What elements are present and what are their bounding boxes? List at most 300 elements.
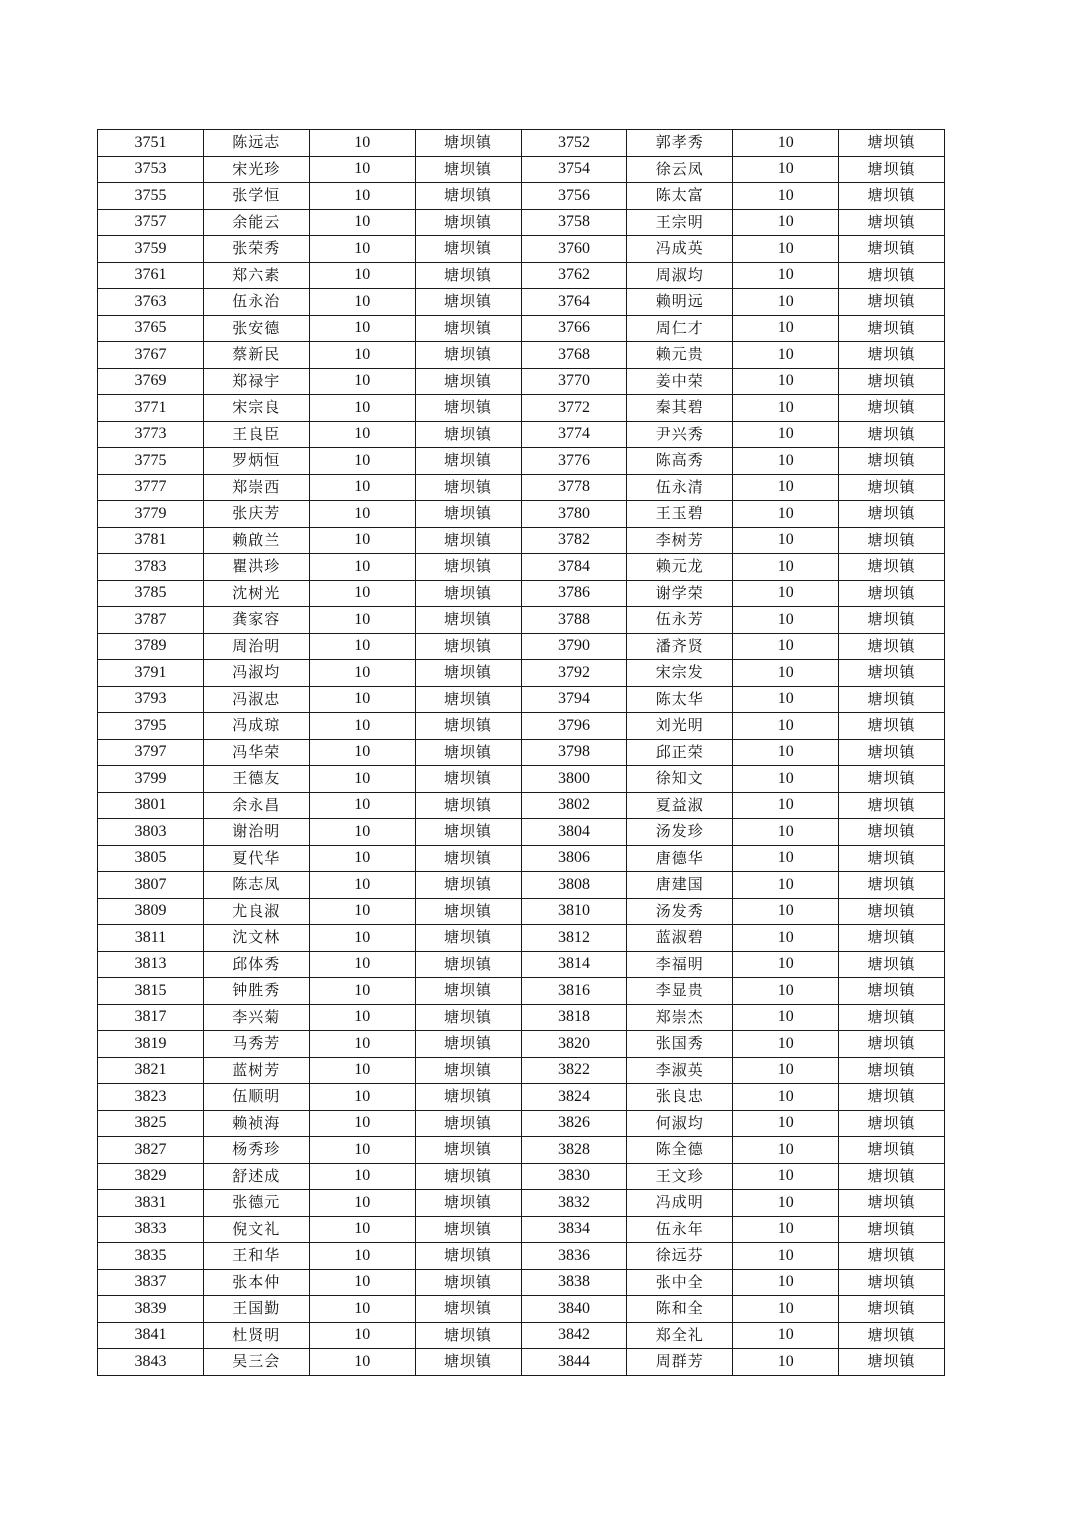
amount-cell: 10 (309, 1349, 415, 1376)
town-cell: 塘坝镇 (839, 1190, 945, 1217)
serial-no-cell: 3812 (521, 925, 627, 952)
name-cell: 郑崇西 (203, 474, 309, 501)
town-cell: 塘坝镇 (415, 130, 521, 157)
table-row (98, 1031, 945, 1058)
town-cell: 塘坝镇 (839, 1163, 945, 1190)
serial-no-cell: 3782 (521, 527, 627, 554)
town-cell: 塘坝镇 (839, 607, 945, 634)
name-cell: 宋宗良 (203, 395, 309, 422)
name-cell: 王宗明 (627, 209, 733, 236)
town-cell: 塘坝镇 (839, 262, 945, 289)
town-cell: 塘坝镇 (839, 1296, 945, 1323)
name-cell: 周群芳 (627, 1349, 733, 1376)
name-cell: 宋光珍 (203, 156, 309, 183)
name-cell: 王良臣 (203, 421, 309, 448)
town-cell: 塘坝镇 (839, 289, 945, 316)
serial-no-cell: 3835 (98, 1243, 204, 1270)
serial-no-cell: 3830 (521, 1163, 627, 1190)
town-cell: 塘坝镇 (415, 1004, 521, 1031)
amount-cell: 10 (733, 607, 839, 634)
table-row (98, 607, 945, 634)
town-cell: 塘坝镇 (415, 236, 521, 263)
table-row (98, 1137, 945, 1164)
name-cell: 张庆芳 (203, 501, 309, 528)
amount-cell: 10 (733, 395, 839, 422)
town-cell: 塘坝镇 (839, 1243, 945, 1270)
serial-no-cell: 3817 (98, 1004, 204, 1031)
table-row (98, 421, 945, 448)
amount-cell: 10 (309, 501, 415, 528)
name-cell: 郑六素 (203, 262, 309, 289)
town-cell: 塘坝镇 (415, 1243, 521, 1270)
serial-no-cell: 3767 (98, 342, 204, 369)
name-cell: 潘齐贤 (627, 633, 733, 660)
amount-cell: 10 (733, 819, 839, 846)
amount-cell: 10 (309, 739, 415, 766)
serial-no-cell: 3762 (521, 262, 627, 289)
town-cell: 塘坝镇 (839, 792, 945, 819)
amount-cell: 10 (733, 1216, 839, 1243)
amount-cell: 10 (309, 368, 415, 395)
name-cell: 谢学荣 (627, 580, 733, 607)
serial-no-cell: 3756 (521, 183, 627, 210)
town-cell: 塘坝镇 (415, 766, 521, 793)
serial-no-cell: 3799 (98, 766, 204, 793)
table-row (98, 819, 945, 846)
town-cell: 塘坝镇 (415, 1269, 521, 1296)
name-cell: 唐建国 (627, 872, 733, 899)
serial-no-cell: 3815 (98, 978, 204, 1005)
serial-no-cell: 3813 (98, 951, 204, 978)
town-cell: 塘坝镇 (415, 1057, 521, 1084)
serial-no-cell: 3837 (98, 1269, 204, 1296)
serial-no-cell: 3826 (521, 1110, 627, 1137)
serial-no-cell: 3797 (98, 739, 204, 766)
table-row (98, 236, 945, 263)
amount-cell: 10 (733, 1322, 839, 1349)
serial-no-cell: 3819 (98, 1031, 204, 1058)
town-cell: 塘坝镇 (415, 183, 521, 210)
name-cell: 李福明 (627, 951, 733, 978)
amount-cell: 10 (309, 554, 415, 581)
name-cell: 吴三会 (203, 1349, 309, 1376)
town-cell: 塘坝镇 (415, 1296, 521, 1323)
town-cell: 塘坝镇 (839, 209, 945, 236)
name-cell: 张德元 (203, 1190, 309, 1217)
serial-no-cell: 3836 (521, 1243, 627, 1270)
table-row (98, 580, 945, 607)
amount-cell: 10 (733, 872, 839, 899)
town-cell: 塘坝镇 (415, 660, 521, 687)
serial-no-cell: 3761 (98, 262, 204, 289)
serial-no-cell: 3824 (521, 1084, 627, 1111)
amount-cell: 10 (733, 686, 839, 713)
name-cell: 邱体秀 (203, 951, 309, 978)
town-cell: 塘坝镇 (839, 739, 945, 766)
amount-cell: 10 (733, 580, 839, 607)
town-cell: 塘坝镇 (415, 898, 521, 925)
name-cell: 周仁才 (627, 315, 733, 342)
serial-no-cell: 3829 (98, 1163, 204, 1190)
serial-no-cell: 3828 (521, 1137, 627, 1164)
amount-cell: 10 (733, 1243, 839, 1270)
town-cell: 塘坝镇 (415, 686, 521, 713)
town-cell: 塘坝镇 (839, 951, 945, 978)
name-cell: 王德友 (203, 766, 309, 793)
town-cell: 塘坝镇 (839, 1110, 945, 1137)
serial-no-cell: 3814 (521, 951, 627, 978)
amount-cell: 10 (733, 713, 839, 740)
serial-no-cell: 3769 (98, 368, 204, 395)
town-cell: 塘坝镇 (839, 1084, 945, 1111)
serial-no-cell: 3810 (521, 898, 627, 925)
town-cell: 塘坝镇 (839, 395, 945, 422)
name-cell: 赖元龙 (627, 554, 733, 581)
amount-cell: 10 (309, 130, 415, 157)
serial-no-cell: 3833 (98, 1216, 204, 1243)
town-cell: 塘坝镇 (415, 368, 521, 395)
amount-cell: 10 (733, 1163, 839, 1190)
name-cell: 冯成英 (627, 236, 733, 263)
town-cell: 塘坝镇 (415, 1084, 521, 1111)
table-row (98, 951, 945, 978)
serial-no-cell: 3796 (521, 713, 627, 740)
serial-no-cell: 3844 (521, 1349, 627, 1376)
amount-cell: 10 (733, 1269, 839, 1296)
serial-no-cell: 3787 (98, 607, 204, 634)
town-cell: 塘坝镇 (839, 686, 945, 713)
table-row (98, 183, 945, 210)
serial-no-cell: 3801 (98, 792, 204, 819)
table-row (98, 713, 945, 740)
table-row (98, 1322, 945, 1349)
amount-cell: 10 (733, 448, 839, 475)
name-cell: 陈高秀 (627, 448, 733, 475)
table-row (98, 1269, 945, 1296)
table-row (98, 368, 945, 395)
table-row (98, 156, 945, 183)
serial-no-cell: 3802 (521, 792, 627, 819)
serial-no-cell: 3770 (521, 368, 627, 395)
name-cell: 钟胜秀 (203, 978, 309, 1005)
serial-no-cell: 3777 (98, 474, 204, 501)
town-cell: 塘坝镇 (415, 448, 521, 475)
town-cell: 塘坝镇 (415, 1216, 521, 1243)
serial-no-cell: 3760 (521, 236, 627, 263)
town-cell: 塘坝镇 (415, 1110, 521, 1137)
name-cell: 周治明 (203, 633, 309, 660)
amount-cell: 10 (733, 209, 839, 236)
roster-body (98, 130, 945, 1376)
town-cell: 塘坝镇 (839, 1057, 945, 1084)
serial-no-cell: 3800 (521, 766, 627, 793)
name-cell: 冯淑均 (203, 660, 309, 687)
amount-cell: 10 (309, 1322, 415, 1349)
amount-cell: 10 (309, 898, 415, 925)
town-cell: 塘坝镇 (839, 554, 945, 581)
name-cell: 冯成明 (627, 1190, 733, 1217)
table-row (98, 448, 945, 475)
town-cell: 塘坝镇 (415, 315, 521, 342)
serial-no-cell: 3795 (98, 713, 204, 740)
amount-cell: 10 (309, 819, 415, 846)
amount-cell: 10 (733, 1057, 839, 1084)
amount-cell: 10 (733, 368, 839, 395)
name-cell: 冯华荣 (203, 739, 309, 766)
table-row (98, 1004, 945, 1031)
serial-no-cell: 3772 (521, 395, 627, 422)
amount-cell: 10 (309, 448, 415, 475)
serial-no-cell: 3776 (521, 448, 627, 475)
name-cell: 汤发珍 (627, 819, 733, 846)
town-cell: 塘坝镇 (415, 978, 521, 1005)
table-row (98, 289, 945, 316)
name-cell: 谢治明 (203, 819, 309, 846)
town-cell: 塘坝镇 (415, 819, 521, 846)
amount-cell: 10 (309, 1296, 415, 1323)
amount-cell: 10 (309, 766, 415, 793)
name-cell: 赖啟兰 (203, 527, 309, 554)
table-row (98, 978, 945, 1005)
town-cell: 塘坝镇 (839, 713, 945, 740)
name-cell: 张学恒 (203, 183, 309, 210)
table-row (98, 660, 945, 687)
name-cell: 赖明远 (627, 289, 733, 316)
town-cell: 塘坝镇 (415, 501, 521, 528)
serial-no-cell: 3792 (521, 660, 627, 687)
town-cell: 塘坝镇 (839, 1031, 945, 1058)
name-cell: 罗炳恒 (203, 448, 309, 475)
name-cell: 王文珍 (627, 1163, 733, 1190)
name-cell: 张荣秀 (203, 236, 309, 263)
serial-no-cell: 3820 (521, 1031, 627, 1058)
serial-no-cell: 3790 (521, 633, 627, 660)
serial-no-cell: 3764 (521, 289, 627, 316)
serial-no-cell: 3834 (521, 1216, 627, 1243)
serial-no-cell: 3818 (521, 1004, 627, 1031)
amount-cell: 10 (733, 1004, 839, 1031)
town-cell: 塘坝镇 (839, 925, 945, 952)
town-cell: 塘坝镇 (839, 1216, 945, 1243)
serial-no-cell: 3752 (521, 130, 627, 157)
town-cell: 塘坝镇 (415, 633, 521, 660)
serial-no-cell: 3789 (98, 633, 204, 660)
name-cell: 王玉碧 (627, 501, 733, 528)
amount-cell: 10 (733, 1137, 839, 1164)
town-cell: 塘坝镇 (839, 315, 945, 342)
town-cell: 塘坝镇 (839, 978, 945, 1005)
town-cell: 塘坝镇 (415, 1137, 521, 1164)
name-cell: 龚家容 (203, 607, 309, 634)
amount-cell: 10 (733, 1110, 839, 1137)
table-row (98, 474, 945, 501)
table-row (98, 845, 945, 872)
amount-cell: 10 (733, 262, 839, 289)
town-cell: 塘坝镇 (839, 342, 945, 369)
name-cell: 杨秀珍 (203, 1137, 309, 1164)
table-row (98, 633, 945, 660)
name-cell: 伍永芳 (627, 607, 733, 634)
amount-cell: 10 (309, 925, 415, 952)
serial-no-cell: 3822 (521, 1057, 627, 1084)
amount-cell: 10 (733, 766, 839, 793)
amount-cell: 10 (309, 633, 415, 660)
amount-cell: 10 (309, 289, 415, 316)
town-cell: 塘坝镇 (839, 633, 945, 660)
name-cell: 陈和全 (627, 1296, 733, 1323)
name-cell: 周淑均 (627, 262, 733, 289)
serial-no-cell: 3832 (521, 1190, 627, 1217)
town-cell: 塘坝镇 (415, 527, 521, 554)
serial-no-cell: 3838 (521, 1269, 627, 1296)
table-row (98, 262, 945, 289)
amount-cell: 10 (309, 1110, 415, 1137)
serial-no-cell: 3842 (521, 1322, 627, 1349)
table-row (98, 315, 945, 342)
serial-no-cell: 3751 (98, 130, 204, 157)
name-cell: 王国勤 (203, 1296, 309, 1323)
amount-cell: 10 (733, 527, 839, 554)
town-cell: 塘坝镇 (839, 660, 945, 687)
table-row (98, 1163, 945, 1190)
town-cell: 塘坝镇 (415, 713, 521, 740)
town-cell: 塘坝镇 (415, 1031, 521, 1058)
town-cell: 塘坝镇 (839, 845, 945, 872)
serial-no-cell: 3809 (98, 898, 204, 925)
table-row (98, 1084, 945, 1111)
name-cell: 蓝淑碧 (627, 925, 733, 952)
name-cell: 尤良淑 (203, 898, 309, 925)
amount-cell: 10 (309, 660, 415, 687)
serial-no-cell: 3783 (98, 554, 204, 581)
town-cell: 塘坝镇 (415, 845, 521, 872)
town-cell: 塘坝镇 (839, 898, 945, 925)
table-row (98, 766, 945, 793)
serial-no-cell: 3779 (98, 501, 204, 528)
name-cell: 伍永治 (203, 289, 309, 316)
amount-cell: 10 (309, 1269, 415, 1296)
name-cell: 伍顺明 (203, 1084, 309, 1111)
name-cell: 李树芳 (627, 527, 733, 554)
town-cell: 塘坝镇 (839, 1322, 945, 1349)
amount-cell: 10 (309, 872, 415, 899)
serial-no-cell: 3755 (98, 183, 204, 210)
name-cell: 王和华 (203, 1243, 309, 1270)
amount-cell: 10 (309, 580, 415, 607)
town-cell: 塘坝镇 (415, 395, 521, 422)
town-cell: 塘坝镇 (839, 448, 945, 475)
amount-cell: 10 (309, 1137, 415, 1164)
name-cell: 陈太华 (627, 686, 733, 713)
name-cell: 尹兴秀 (627, 421, 733, 448)
name-cell: 李显贵 (627, 978, 733, 1005)
name-cell: 徐云凤 (627, 156, 733, 183)
amount-cell: 10 (309, 236, 415, 263)
serial-no-cell: 3778 (521, 474, 627, 501)
serial-no-cell: 3788 (521, 607, 627, 634)
serial-no-cell: 3791 (98, 660, 204, 687)
name-cell: 陈全德 (627, 1137, 733, 1164)
serial-no-cell: 3794 (521, 686, 627, 713)
serial-no-cell: 3841 (98, 1322, 204, 1349)
table-row (98, 527, 945, 554)
amount-cell: 10 (733, 1349, 839, 1376)
name-cell: 郑崇杰 (627, 1004, 733, 1031)
serial-no-cell: 3825 (98, 1110, 204, 1137)
table-row (98, 1057, 945, 1084)
town-cell: 塘坝镇 (839, 421, 945, 448)
name-cell: 唐德华 (627, 845, 733, 872)
amount-cell: 10 (733, 898, 839, 925)
table-row (98, 925, 945, 952)
name-cell: 姜中荣 (627, 368, 733, 395)
serial-no-cell: 3840 (521, 1296, 627, 1323)
name-cell: 余永昌 (203, 792, 309, 819)
amount-cell: 10 (309, 1216, 415, 1243)
town-cell: 塘坝镇 (839, 1137, 945, 1164)
name-cell: 李淑英 (627, 1057, 733, 1084)
name-cell: 张国秀 (627, 1031, 733, 1058)
table-row (98, 1110, 945, 1137)
town-cell: 塘坝镇 (839, 580, 945, 607)
amount-cell: 10 (733, 739, 839, 766)
name-cell: 冯淑忠 (203, 686, 309, 713)
table-row (98, 395, 945, 422)
serial-no-cell: 3803 (98, 819, 204, 846)
table-row (98, 739, 945, 766)
amount-cell: 10 (733, 236, 839, 263)
serial-no-cell: 3808 (521, 872, 627, 899)
town-cell: 塘坝镇 (415, 607, 521, 634)
amount-cell: 10 (309, 183, 415, 210)
name-cell: 瞿洪珍 (203, 554, 309, 581)
serial-no-cell: 3754 (521, 156, 627, 183)
serial-no-cell: 3843 (98, 1349, 204, 1376)
town-cell: 塘坝镇 (839, 1349, 945, 1376)
name-cell: 沈树光 (203, 580, 309, 607)
serial-no-cell: 3759 (98, 236, 204, 263)
town-cell: 塘坝镇 (415, 1322, 521, 1349)
amount-cell: 10 (309, 342, 415, 369)
town-cell: 塘坝镇 (415, 156, 521, 183)
town-cell: 塘坝镇 (415, 474, 521, 501)
town-cell: 塘坝镇 (415, 289, 521, 316)
serial-no-cell: 3811 (98, 925, 204, 952)
serial-no-cell: 3758 (521, 209, 627, 236)
amount-cell: 10 (733, 130, 839, 157)
amount-cell: 10 (309, 421, 415, 448)
amount-cell: 10 (309, 156, 415, 183)
town-cell: 塘坝镇 (839, 368, 945, 395)
amount-cell: 10 (309, 713, 415, 740)
town-cell: 塘坝镇 (839, 183, 945, 210)
town-cell: 塘坝镇 (839, 766, 945, 793)
serial-no-cell: 3807 (98, 872, 204, 899)
name-cell: 张良忠 (627, 1084, 733, 1111)
table-row (98, 1190, 945, 1217)
table-row (98, 1296, 945, 1323)
town-cell: 塘坝镇 (839, 501, 945, 528)
amount-cell: 10 (733, 156, 839, 183)
town-cell: 塘坝镇 (839, 527, 945, 554)
table-row (98, 1243, 945, 1270)
serial-no-cell: 3804 (521, 819, 627, 846)
serial-no-cell: 3793 (98, 686, 204, 713)
town-cell: 塘坝镇 (415, 872, 521, 899)
amount-cell: 10 (733, 951, 839, 978)
name-cell: 冯成琼 (203, 713, 309, 740)
serial-no-cell: 3780 (521, 501, 627, 528)
